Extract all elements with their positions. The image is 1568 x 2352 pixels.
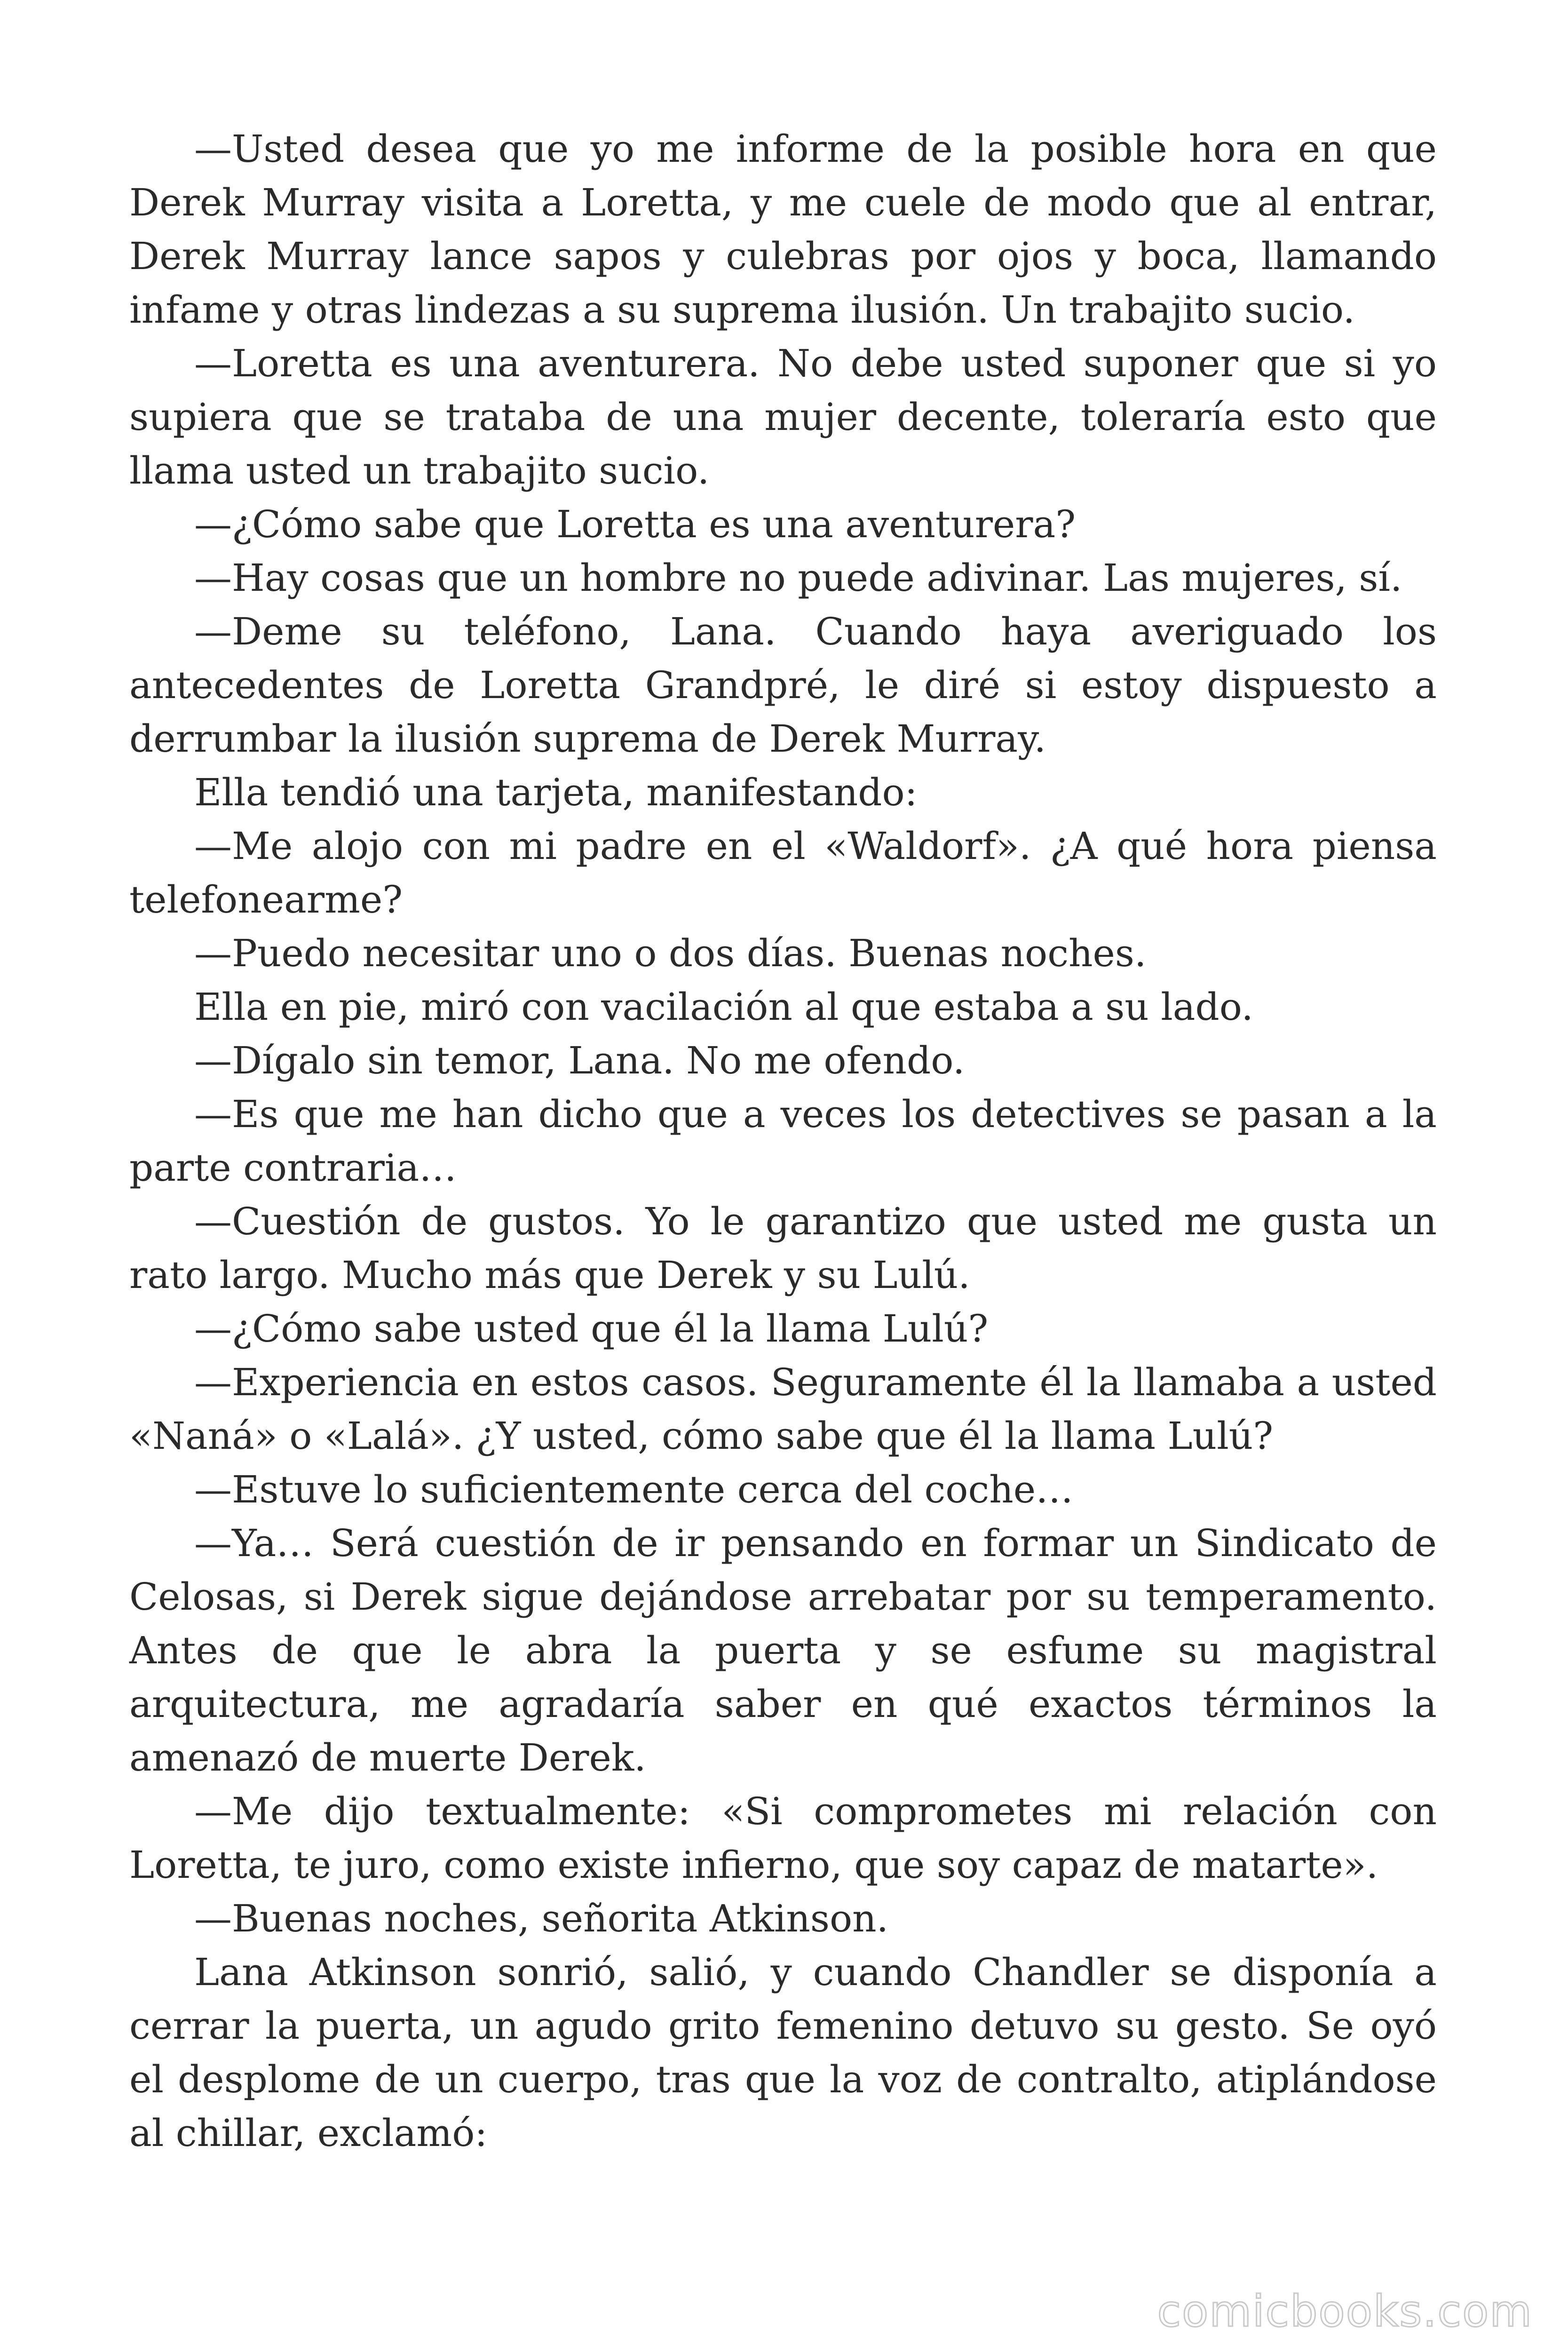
paragraph: —Me alojo con mi padre en el «Waldorf». ¿A qué hora piensa telefonearme? [129,824,1437,922]
paragraph: —Dígalo sin temor, Lana. No me ofendo. [194,1039,965,1082]
paragraph: —¿Cómo sabe que Loretta es una aventurera? [194,502,1076,546]
paragraph: —Loretta es una aventurera. No debe usted suponer que si yo supiera que se trataba de una mujer decente, toleraría esto que llama usted un trabajito sucio. [129,342,1437,493]
paragraph: —Experiencia en estos casos. Seguramente él la llamaba a usted «Naná» o «Lalá». ¿Y usted, cómo sabe que él la llama Lulú? [129,1360,1437,1458]
paragraph: —Es que me han dicho que a veces los detectives se pasan a la parte contraria… [129,1092,1437,1190]
paragraph: —Puedo necesitar uno o dos días. Buenas noches. [194,931,1147,975]
paragraph: —Me dijo textualmente: «Si comprometes mi relación con Loretta, te juro, como existe infierno, que soy capaz de matarte». [129,1789,1437,1887]
paragraph: —Cuestión de gustos. Yo le garantizo que usted me gusta un rato largo. Mucho más que Derek y su Lulú. [129,1200,1437,1297]
paragraph: —Usted desea que yo me informe de la posible hora en que Derek Murray visita a Loretta, y me cuele de modo que al entrar, Derek Murray lance sapos y culebras por ojos y boca, llamando infame y otras lindezas a su suprema ilusión. Un trabajito sucio. [129,127,1437,332]
paragraph: Ella en pie, miró con vacilación al que estaba a su lado. [194,985,1253,1029]
paragraph: —Hay cosas que un hombre no puede adivinar. Las mujeres, sí. [194,556,1402,600]
paragraph: Lana Atkinson sonrió, salió, y cuando Chandler se disponía a cerrar la puerta, un agudo grito femenino detuvo su gesto. Se oyó el desplome de un cuerpo, tras que la voz de contralto, atiplándose al chillar, exclamó: [129,1950,1437,2155]
paragraph: —Buenas noches, señorita Atkinson. [194,1897,889,1940]
watermark-text: comicbooks.com [1157,2286,1533,2336]
paragraph: —¿Cómo sabe usted que él la llama Lulú? [194,1307,989,1351]
paragraph: —Estuve lo suficientemente cerca del coche… [194,1468,1074,1511]
paragraph: —Deme su teléfono, Lana. Cuando haya averiguado los antecedentes de Loretta Grandpré, le diré si estoy dispuesto a derrumbar la ilusión suprema de Derek Murray. [129,610,1437,761]
paragraph: —Ya… Será cuestión de ir pensando en formar un Sindicato de Celosas, si Derek sigue dejándose arrebatar por su temperamento. Antes de que le abra la puerta y se esfume su magistral arquitectura, me agradaría saber en qué exactos términos la amenazó de muerte Derek. [129,1521,1437,1780]
page-body-text [129,122,1437,2160]
paragraph: Ella tendió una tarjeta, manifestando: [194,771,918,814]
